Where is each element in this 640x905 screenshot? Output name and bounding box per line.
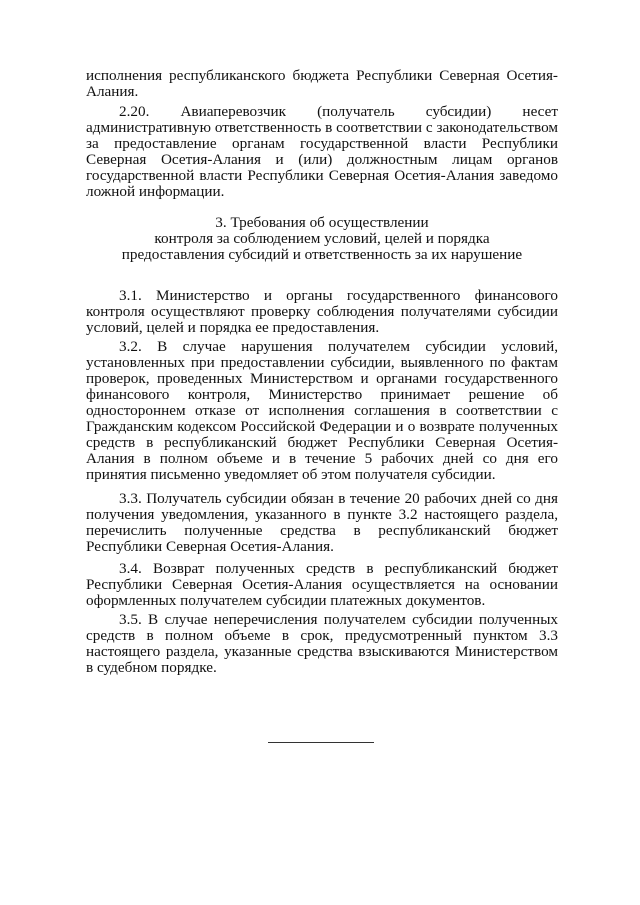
paragraph-3-4: 3.4. Возврат полученных средств в республиканский бюджет Республики Северная Осетия-Алания осуществляется на основании оформленных получателем субсидии платежных документов. bbox=[86, 560, 558, 609]
paragraph-continuation-block bbox=[86, 68, 558, 100]
paragraph-2-20: 2.20. Авиаперевозчик (получатель субсидии) несет административную ответственность в соответствии с законодательством за предоставление органам государственной власти Республики Северная Осетия-Алания и (или) должностным лицам органов государственной власти Республики Северная Осетия-Алания заведомо ложной информации. bbox=[86, 103, 558, 200]
section-3-heading bbox=[86, 215, 558, 263]
paragraph-3-5: 3.5. В случае неперечисления получателем субсидии полученных средств в полном объеме в срок, предусмотренный пунктом 3.3 настоящего раздела, указанные средства взыскиваются Министерством в судебном порядке. bbox=[86, 611, 558, 676]
section-heading-line-2: контроля за соблюдением условий, целей и порядка bbox=[154, 230, 490, 247]
paragraph-3-3: 3.3. Получатель субсидии обязан в течение 20 рабочих дней со дня получения уведомления, указанного в пункте 3.2 настоящего раздела, перечислить полученные средства в республиканский бюджет Республики Северная Осетия-Алания. bbox=[86, 490, 558, 555]
paragraph-continuation: исполнения республиканского бюджета Республики Северная Осетия-Алания. bbox=[86, 67, 558, 100]
end-separator-line bbox=[268, 742, 374, 743]
paragraph-3-1-block bbox=[86, 288, 558, 336]
paragraph-3-4-block bbox=[86, 561, 558, 609]
section-heading-line-1: 3. Требования об осуществлении bbox=[215, 214, 429, 231]
section-heading-line-3: предоставления субсидий и ответственность за их нарушение bbox=[121, 246, 523, 263]
paragraph-2-20-block bbox=[86, 104, 558, 200]
paragraph-3-3-block bbox=[86, 491, 558, 555]
paragraph-3-2: 3.2. В случае нарушения получателем субсидии условий, установленных при предоставлении субсидии, выявленного по фактам проверок, проведенных Министерством и органами государственного финансового контроля, Министерство принимает решение об одностороннем отказе от исполнения соглашения в соответствии с Гражданским кодексом Российской Федерации и о возврате полученных средств в республиканский бюджет Республики Северная Осетия-Алания в полном объеме и в течение 5 рабочих дней со дня его принятия письменно уведомляет об этом получателя субсидии. bbox=[86, 338, 558, 483]
paragraph-3-2-block bbox=[86, 339, 558, 483]
paragraph-3-1: 3.1. Министерство и органы государственного финансового контроля осуществляют проверку соблюдения получателями субсидии условий, целей и порядка ее предоставления. bbox=[86, 287, 558, 336]
paragraph-3-5-block bbox=[86, 612, 558, 676]
